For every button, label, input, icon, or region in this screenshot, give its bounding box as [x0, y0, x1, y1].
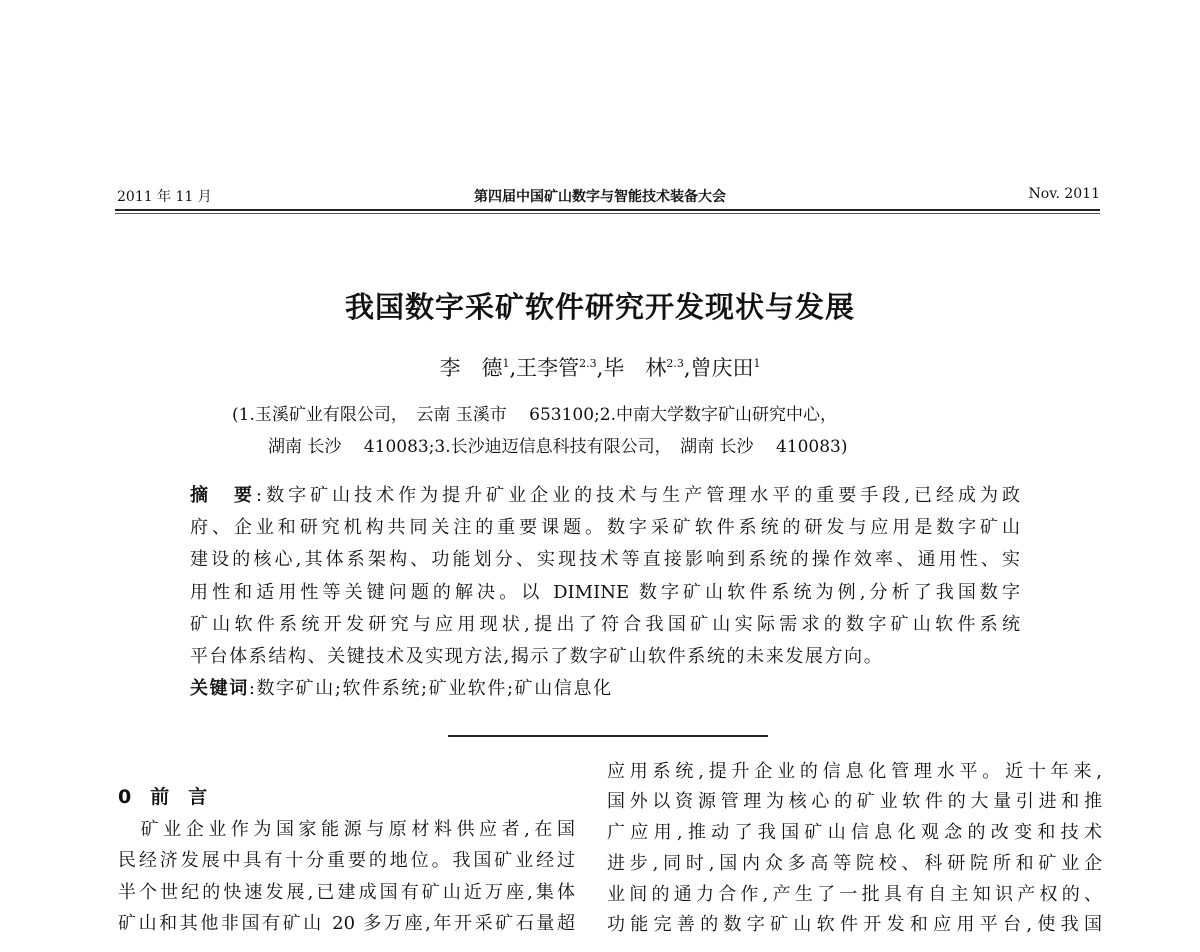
header-date-en: Nov. 2011: [1028, 186, 1100, 202]
body-line: 矿业企业作为国家能源与原材料供应者,在国: [118, 819, 575, 840]
abstract-line: 矿山软件系统开发研究与应用现状,提出了符合我国矿山实际需求的数字矿山软件系统: [190, 614, 1020, 635]
abstract-label: 摘 要: [190, 485, 257, 506]
author-affil: 2.3: [579, 357, 597, 370]
body-line: 半个世纪的快速发展,已建成国有矿山近万座,集体: [118, 882, 575, 903]
body-line: 功能完善的数字矿山软件开发和应用平台,使我国: [607, 914, 1102, 935]
keywords: 关键词:数字矿山;软件系统;矿业软件;矿山信息化: [190, 678, 613, 699]
affiliation-line: 湖南 长沙 410083;3.长沙迪迈信息科技有限公司， 湖南 长沙 410083): [268, 437, 848, 457]
affiliation-line: (1.玉溪矿业有限公司， 云南 玉溪市 653100;2.中南大学数字矿山研究中心，: [232, 405, 838, 425]
author: 王李管: [516, 356, 580, 380]
body-line: 进步,同时,国内众多高等院校、科研院所和矿业企: [607, 853, 1102, 874]
abstract-line: 建设的核心,其体系架构、功能划分、实现技术等直接影响到系统的操作效率、通用性、实: [190, 549, 1020, 570]
abstract-line: 平台体系结构、关键技术及实现方法,揭示了数字矿山软件系统的未来发展方向。: [190, 646, 884, 667]
author: 李 德: [439, 356, 503, 380]
author-affil: 1: [502, 357, 510, 370]
abstract-line: 府、企业和研究机构共同关注的重要课题。数字采矿软件系统的研发与应用是数字矿山: [190, 517, 1020, 538]
header-rule-thin: [115, 213, 1100, 214]
author: 毕 林: [603, 356, 667, 380]
keywords-label: 关键词: [190, 678, 249, 699]
paper-title: 我国数字采矿软件研究开发现状与发展: [344, 290, 855, 324]
section-heading: 0 前 言: [118, 786, 208, 808]
body-line: 业间的通力合作,产生了一批具有自主知识产权的、: [607, 884, 1102, 905]
header-rule: [115, 209, 1100, 211]
author-list: 李 德$^1$,王李管$^{2.3}$,毕 林$^{2.3}$,曾庆田$^1$: [439, 356, 761, 380]
author-affil: 2.3: [666, 357, 684, 370]
header-date: 2011 年 11 月: [117, 189, 212, 205]
author: 曾庆田: [690, 356, 754, 380]
header-conference: 第四届中国矿山数字与智能技术装备大会: [474, 189, 726, 205]
abstract-line: 摘 要:数字矿山技术作为提升矿业企业的技术与生产管理水平的重要手段,已经成为政: [190, 485, 1020, 506]
body-line: 广应用,推动了我国矿山信息化观念的改变和技术: [607, 822, 1102, 843]
abstract-separator: [448, 735, 768, 737]
body-line: 应用系统,提升企业的信息化管理水平。近十年来,: [607, 761, 1102, 782]
body-line: 民经济发展中具有十分重要的地位。我国矿业经过: [118, 850, 575, 871]
author-affil: 1: [753, 357, 761, 370]
body-line: 矿山和其他非国有矿山 20 多万座,年开采矿石量超: [118, 913, 575, 934]
body-line: 国外以资源管理为核心的矿业软件的大量引进和推: [607, 791, 1102, 812]
abstract-line: 用性和适用性等关键问题的解决。以 DIMINE 数字矿山软件系统为例,分析了我国数字: [190, 582, 1020, 603]
